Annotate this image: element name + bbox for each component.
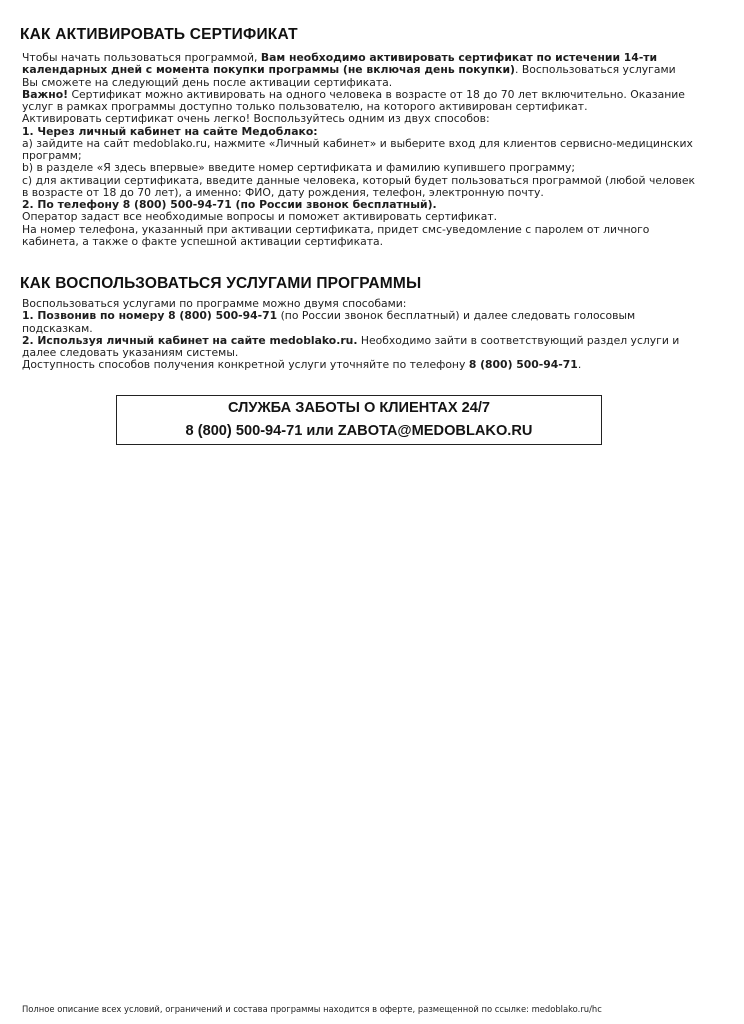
text-segment: Оператор задаст все необходимые вопросы и поможет активировать сертификат. (22, 210, 498, 224)
usage-instructions (22, 298, 712, 372)
text-segment: b) в разделе «Я здесь впервые» введите номер сертификата и фамилию купившего программу; (22, 161, 576, 175)
bold-text: 2. По телефону 8 (800) 500-94-71 (по России звонок бесплатный). (22, 198, 437, 211)
customer-care-box (116, 395, 602, 445)
bold-text: Важно! (22, 87, 69, 101)
text-segment: a) зайдите на сайт medoblako.ru, нажмите «Личный кабинет» и выберите вход для клиентов сервисно-медицинских (22, 136, 693, 150)
text-segment: Сертификат можно активировать на одного человека в возрасте от 18 до 70 лет включительно. Оказание (68, 87, 685, 101)
usage-heading: КАК ВОСПОЛЬЗОВАТЬСЯ УСЛУГАМИ ПРОГРАММЫ (20, 275, 422, 292)
bold-text: Вам необходимо активировать сертификат по истечении 14-ти (260, 51, 658, 64)
text-segment: кабинета, а также о факте успешной активации сертификата. (22, 234, 384, 248)
text-segment: Доступность способов получения конкретной услуги уточняйте по телефону (22, 358, 469, 372)
text-line (22, 310, 712, 322)
bold-text: 2. Используя личный кабинет на сайте medoblako.ru. (22, 333, 358, 347)
footer-note: Полное описание всех условий, ограничений и состава программы находится в оферте, размещенной по ссылке: medoblako.ru/hc (22, 1004, 602, 1014)
text-segment: . (577, 358, 582, 372)
bold-text: 8 (800) 500-94-71 (468, 358, 578, 372)
text-segment: программ; (22, 149, 82, 162)
text-segment: . Воспользоваться услугами (514, 63, 676, 77)
text-segment: На номер телефона, указанный при активации сертификата, придет смс-уведомление с паролем от личного (22, 222, 650, 236)
text-segment: Воспользоваться услугами по программе можно двумя способами: (22, 297, 407, 310)
text-line (22, 236, 712, 248)
text-segment: подсказкам. (22, 321, 93, 335)
bold-text: календарных дней с момента покупки программы (не включая день покупки) (22, 63, 515, 77)
text-segment: c) для активации сертификата, введите данные человека, который будет пользоваться программой (любой человек (22, 173, 696, 187)
bold-text: 1. Позвонив по номеру 8 (800) 500-94-71 (22, 309, 278, 323)
text-segment: услуг в рамках программы доступно только пользователю, на которого активирован сертификат. (22, 100, 588, 113)
text-line (22, 359, 712, 371)
text-segment: Активировать сертификат очень легко! Воспользуйтесь одним из двух способов: (22, 112, 490, 126)
text-segment: (по России звонок бесплатный) и далее следовать голосовым (277, 309, 636, 323)
text-segment: далее следовать указаниям системы. (22, 346, 239, 359)
text-segment: Необходимо зайти в соответствующий раздел услуги и (357, 333, 680, 347)
activation-instructions (22, 52, 712, 248)
text-line (22, 138, 712, 150)
customer-care-contacts: 8 (800) 500-94-71 или ZABOTA@MEDOBLAKO.RU (185, 423, 533, 439)
activation-heading: КАК АКТИВИРОВАТЬ СЕРТИФИКАТ (20, 26, 298, 43)
text-segment: Чтобы начать пользоваться программой, (22, 51, 261, 64)
text-segment: в возрасте от 18 до 70 лет), а именно: ФИО, дату рождения, телефон, электронную почту. (22, 185, 544, 199)
text-segment: Вы сможете на следующий день после активации сертификата. (22, 75, 393, 89)
bold-text: 1. Через личный кабинет на сайте Медоблако: (22, 124, 318, 138)
customer-care-title: СЛУЖБА ЗАБОТЫ О КЛИЕНТАХ 24/7 (227, 400, 491, 416)
